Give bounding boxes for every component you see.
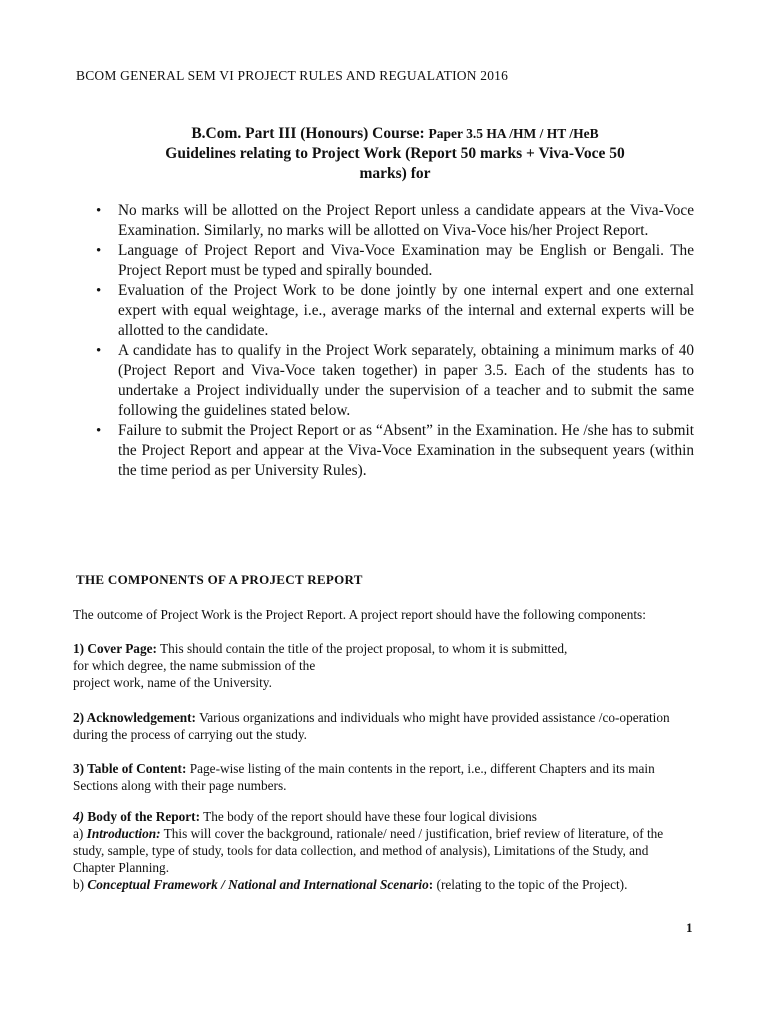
rule-item: • Language of Project Report and Viva-Voce Examination may be English or Bengali. The Project Report must be typed and spirally bounded.	[96, 241, 694, 281]
running-head: BCOM GENERAL SEM VI PROJECT RULES AND REGUALATION 2016	[76, 68, 509, 83]
cover-page-item	[73, 640, 693, 691]
introduction-prefix: a)	[73, 826, 87, 841]
table-of-content-label: 3) Table of Content:	[73, 761, 187, 776]
introduction-label: Introduction:	[86, 826, 161, 841]
course-title	[100, 124, 690, 144]
acknowledgement-text: Various organizations and individuals who might have provided assistance /co-operation during the process of carrying out the study.	[73, 710, 670, 742]
body-of-report-text: The body of the report should have these four logical divisions	[200, 809, 537, 824]
body-of-report-label: Body of the Report:	[84, 809, 201, 824]
acknowledgement-label: 2) Acknowledgement:	[73, 710, 196, 725]
framework-colon: :	[428, 877, 434, 892]
cover-page-text-line3: project work, name of the University.	[73, 675, 272, 690]
components-intro: The outcome of Project Work is the Project Report. A project report should have the following components:	[73, 607, 646, 622]
paper-code: Paper 3.5 HA /HM / HT /HeB	[428, 126, 599, 141]
cover-page-text: This should contain the title of the project proposal, to whom it is submitted,	[156, 641, 568, 656]
guidelines-title	[100, 144, 690, 184]
acknowledgement-item	[73, 709, 693, 743]
table-of-content-text: Page-wise listing of the main contents in the report, i.e., different Chapters and its main Sections along with their page numbers.	[73, 761, 655, 793]
cover-page-label: 1) Cover Page:	[73, 641, 157, 656]
body-of-report-item	[73, 808, 693, 893]
rule-item: • Evaluation of the Project Work to be done jointly by one internal expert and one external expert with equal weightage, i.e., average marks of the internal and external experts will be allotted to the candidate.	[96, 281, 694, 341]
introduction-text: This will cover the background, rationale/ need / justification, brief review of literature, of the study, sample, type of study, tools for data collection, and method of analysis), Limitations of the Study, and Chapter Planning.	[73, 826, 664, 875]
framework-text: (relating to the topic of the Project).	[433, 877, 628, 892]
course-name: B.Com. Part III (Honours) Course:	[191, 125, 425, 142]
framework-label: Conceptual Framework / National and International Scenario	[87, 877, 429, 892]
rule-item: • No marks will be allotted on the Project Report unless a candidate appears at the Viva-Voce Examination. Similarly, no marks will be allotted on Viva-Voce his/her Project Report.	[96, 201, 694, 241]
page-number: 1	[686, 920, 693, 935]
rule-item: • Failure to submit the Project Report or as “Absent” in the Examination. He /she has to submit the Project Report and appear at the Viva-Voce Examination in the subsequent years (within the time period as per University Rules).	[96, 421, 694, 481]
cover-page-text-line2: for which degree, the name submission of the	[73, 658, 316, 673]
rules-list	[96, 201, 694, 481]
rule-item: • A candidate has to qualify in the Project Work separately, obtaining a minimum marks of 40 (Project Report and Viva-Voce taken together) in paper 3.5. Each of the students has to undertake a Project individually under the supervision of a teacher and to submit the same following the guidelines stated below.	[96, 341, 694, 421]
table-of-content-item	[73, 760, 693, 794]
body-number: 4)	[73, 809, 85, 824]
framework-prefix: b)	[73, 877, 88, 892]
guidelines-title-line2: marks) for	[359, 165, 431, 182]
guidelines-title-line1: Guidelines relating to Project Work (Report 50 marks + Viva-Voce 50	[165, 145, 625, 162]
section-heading: THE COMPONENTS OF A PROJECT REPORT	[76, 572, 363, 587]
